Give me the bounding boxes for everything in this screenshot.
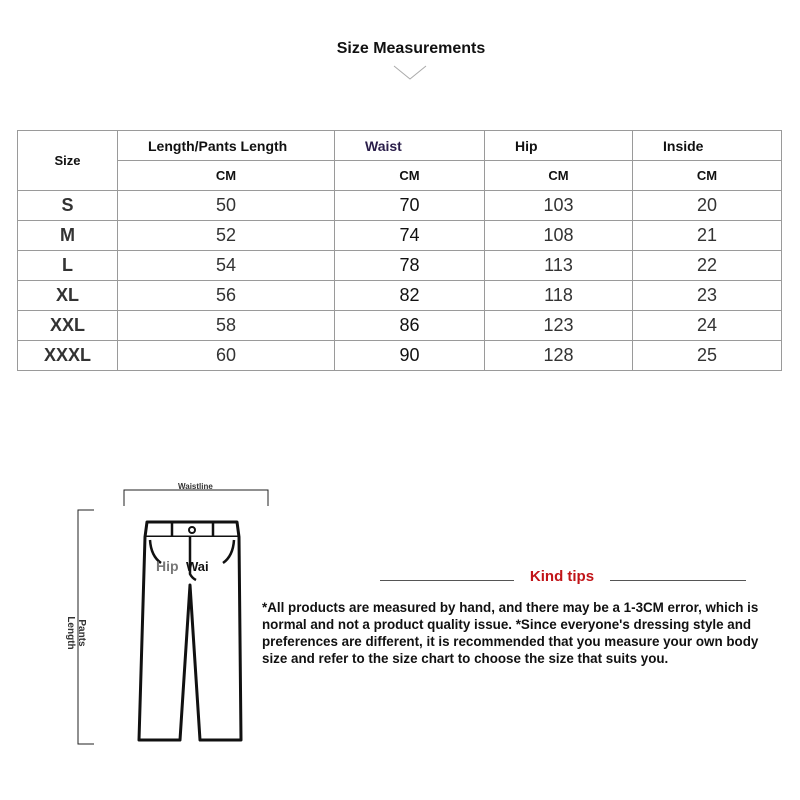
inside-column-header: Inside <box>633 131 782 161</box>
waist-cell: 86 <box>335 311 485 341</box>
table-row <box>18 191 782 221</box>
unit-cell: CM <box>118 161 335 191</box>
inside-cell: 22 <box>633 251 782 281</box>
waist-cell: 78 <box>335 251 485 281</box>
unit-cell: CM <box>485 161 633 191</box>
unit-cell: CM <box>335 161 485 191</box>
table-header-row <box>18 131 782 161</box>
divider <box>610 580 746 581</box>
hip-cell: 113 <box>485 251 633 281</box>
length-cell: 52 <box>118 221 335 251</box>
table-row <box>18 281 782 311</box>
hip-cell: 123 <box>485 311 633 341</box>
hip-cell: 128 <box>485 341 633 371</box>
hip-cell: 118 <box>485 281 633 311</box>
hip-cell: 108 <box>485 221 633 251</box>
waist-column-header: Waist <box>335 131 485 161</box>
waist-cell: 82 <box>335 281 485 311</box>
waist-label: Wai <box>186 559 209 574</box>
length-cell: 58 <box>118 311 335 341</box>
length-cell: 56 <box>118 281 335 311</box>
inside-cell: 20 <box>633 191 782 221</box>
hip-label: Hip <box>156 558 179 574</box>
length-cell: 50 <box>118 191 335 221</box>
table-row <box>18 251 782 281</box>
kind-tips-title: Kind tips <box>529 568 595 585</box>
length-cell: 60 <box>118 341 335 371</box>
inside-cell: 21 <box>633 221 782 251</box>
size-column-header: Size <box>18 131 118 191</box>
unit-cell: CM <box>633 161 782 191</box>
pants-outline-icon <box>0 470 290 760</box>
waist-cell: 70 <box>335 191 485 221</box>
table-row <box>18 311 782 341</box>
length-column-header: Length/Pants Length <box>118 131 335 161</box>
inside-cell: 25 <box>633 341 782 371</box>
hip-column-header: Hip <box>485 131 633 161</box>
size-cell: XL <box>18 281 118 311</box>
chevron-down-icon <box>392 62 428 82</box>
table-row <box>18 341 782 371</box>
length-cell: 54 <box>118 251 335 281</box>
inside-cell: 24 <box>633 311 782 341</box>
size-cell: XXXL <box>18 341 118 371</box>
hip-cell: 103 <box>485 191 633 221</box>
table-unit-row <box>18 161 782 191</box>
waistline-label: Waistline <box>178 482 213 491</box>
size-cell: S <box>18 191 118 221</box>
pants-length-label: Pants Length <box>65 616 87 650</box>
waist-cell: 74 <box>335 221 485 251</box>
size-cell: M <box>18 221 118 251</box>
divider <box>380 580 514 581</box>
size-cell: L <box>18 251 118 281</box>
waistline-bracket <box>124 490 268 506</box>
inside-cell: 23 <box>633 281 782 311</box>
waist-cell: 90 <box>335 341 485 371</box>
kind-tips-text: *All products are measured by hand, and there may be a 1-3CM error, which is normal and not a product quality issue. *Since everyone's dressing style and preferences are different, it is recommended that you measure your own body size and refer to the size chart to choose the size that suits you. <box>262 600 759 666</box>
size-chart-table <box>17 130 782 371</box>
page-title: Size Measurements <box>336 40 486 57</box>
table-row <box>18 221 782 251</box>
size-cell: XXL <box>18 311 118 341</box>
